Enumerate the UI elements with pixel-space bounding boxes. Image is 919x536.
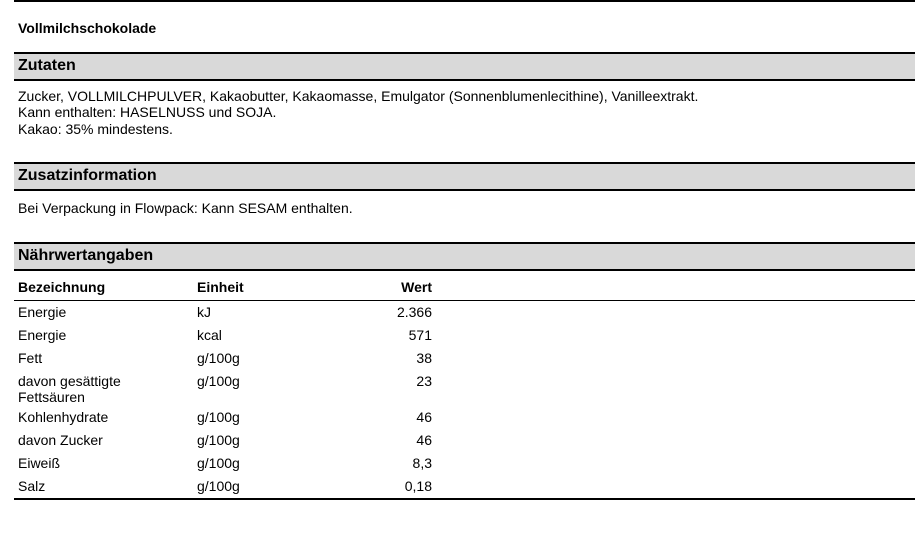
nutrient-value: 46 [416, 409, 432, 425]
nutrient-name: davon Zucker [18, 432, 103, 448]
nutrient-name: Salz [18, 478, 46, 494]
ingredients-line: Kann enthalten: HASELNUSS und SOJA. [18, 104, 277, 120]
nutrient-unit: kcal [197, 327, 222, 343]
nutrient-unit: g/100g [197, 373, 240, 389]
nutrient-name: Eiweiß [18, 455, 61, 471]
nutrition-section-header [14, 242, 915, 271]
nutrient-unit: g/100g [197, 350, 240, 366]
nutrient-unit: g/100g [197, 409, 240, 425]
nutrient-name: Kohlenhydrate [18, 409, 109, 425]
nutrient-name: davon gesättigte Fettsäuren [18, 373, 121, 405]
nutrient-name: Energie [18, 304, 67, 320]
additional-info-heading: Zusatzinformation [18, 167, 157, 184]
ingredients-heading: Zutaten [18, 57, 76, 74]
nutrient-value: 38 [416, 350, 432, 366]
product-title: Vollmilchschokolade [18, 20, 157, 36]
table-header-divider [14, 300, 915, 301]
nutrient-unit: g/100g [197, 478, 240, 494]
nutrient-value: 46 [416, 432, 432, 448]
ingredients-section-header [14, 52, 915, 81]
nutrient-unit: g/100g [197, 432, 240, 448]
nutrient-unit: g/100g [197, 455, 240, 471]
nutrient-name: Fett [18, 350, 43, 366]
ingredients-line: Zucker, VOLLMILCHPULVER, Kakaobutter, Kakaomasse, Emulgator (Sonnenblumenlecithine), Vanilleextrakt. [18, 88, 699, 104]
additional-info-section-header [14, 162, 915, 191]
nutrient-value: 23 [416, 373, 432, 389]
nutrient-unit: kJ [197, 304, 211, 320]
nutrition-heading: Nährwertangaben [18, 247, 154, 264]
column-header-value: Wert [401, 279, 432, 295]
ingredients-line: Kakao: 35% mindestens. [18, 121, 173, 137]
column-header-unit: Einheit [197, 279, 244, 295]
column-header-name: Bezeichnung [18, 279, 106, 295]
nutrient-value: 8,3 [412, 455, 432, 471]
nutrient-value: 0,18 [404, 478, 432, 494]
bottom-divider [14, 498, 915, 500]
additional-info-line: Bei Verpackung in Flowpack: Kann SESAM enthalten. [18, 200, 353, 216]
nutrient-value: 571 [408, 327, 432, 343]
nutrient-name: Energie [18, 327, 67, 343]
nutrient-value: 2.366 [396, 304, 432, 320]
top-divider [14, 0, 915, 2]
